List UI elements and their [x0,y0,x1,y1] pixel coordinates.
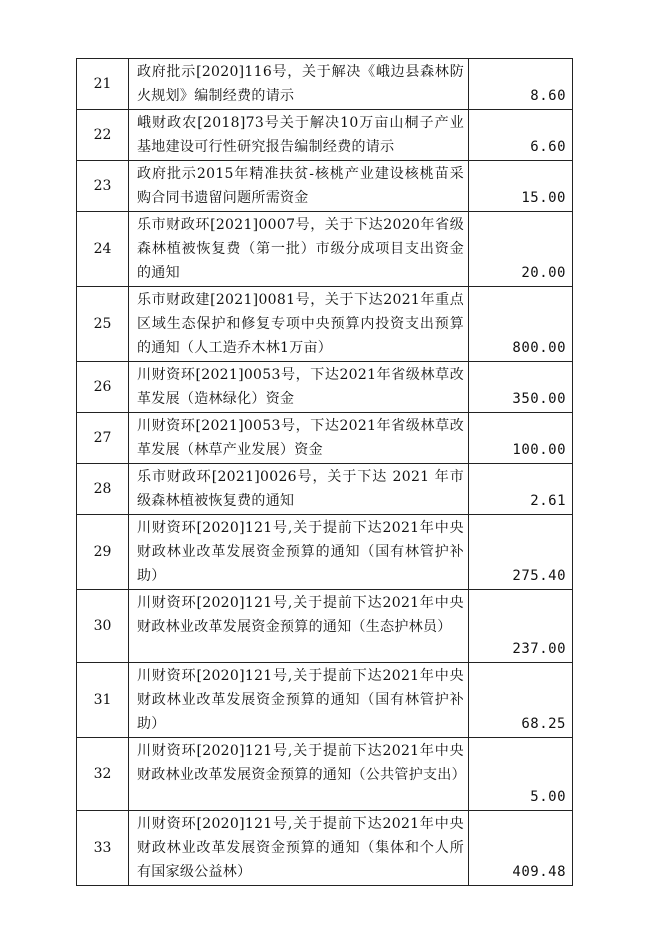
row-amount: 100.00 [469,413,573,464]
table-row [77,59,573,110]
row-amount: 8.60 [469,59,573,110]
row-description: 政府批示2015年精准扶贫-核桃产业建设核桃苗采购合同书遗留问题所需资金 [129,161,469,212]
row-description: 川财资环[2021]0053号，下达2021年省级林草改革发展（林草产业发展）资金 [129,413,469,464]
row-number: 27 [77,413,129,464]
row-description: 川财资环[2021]0053号，下达2021年省级林草改革发展（造林绿化）资金 [129,362,469,413]
table-row [77,362,573,413]
row-number: 25 [77,287,129,362]
row-amount: 2.61 [469,464,573,515]
row-number: 30 [77,590,129,663]
row-number: 23 [77,161,129,212]
table-row [77,663,573,738]
row-amount: 350.00 [469,362,573,413]
table-row [77,738,573,811]
table-row [77,212,573,287]
funding-table [76,58,573,886]
row-amount: 20.00 [469,212,573,287]
row-number: 32 [77,738,129,811]
row-number: 29 [77,515,129,590]
table-row [77,161,573,212]
table-row [77,413,573,464]
row-number: 33 [77,811,129,886]
row-description: 川财资环[2020]121号,关于提前下达2021年中央财政林业改革发展资金预算的通知（生态护林员） [129,590,469,663]
row-number: 21 [77,59,129,110]
row-amount: 68.25 [469,663,573,738]
row-amount: 237.00 [469,590,573,663]
table-row [77,590,573,663]
row-number: 26 [77,362,129,413]
row-description: 川财资环[2020]121号,关于提前下达2021年中央财政林业改革发展资金预算的通知（公共管护支出） [129,738,469,811]
row-description: 乐市财政建[2021]0081号，关于下达2021年重点区域生态保护和修复专项中央预算内投资支出预算的通知（人工造乔木林1万亩） [129,287,469,362]
row-description: 峨财政农[2018]73号关于解决10万亩山桐子产业基地建设可行性研究报告编制经费的请示 [129,110,469,161]
row-amount: 5.00 [469,738,573,811]
row-amount: 6.60 [469,110,573,161]
row-description: 川财资环[2020]121号,关于提前下达2021年中央财政林业改革发展资金预算的通知（集体和个人所有国家级公益林） [129,811,469,886]
row-description: 川财资环[2020]121号,关于提前下达2021年中央财政林业改革发展资金预算的通知（国有林管护补助） [129,515,469,590]
row-description: 乐市财政环[2021]0007号，关于下达2020年省级森林植被恢复费（第一批）市级分成项目支出资金的通知 [129,212,469,287]
row-number: 24 [77,212,129,287]
row-amount: 409.48 [469,811,573,886]
table-row [77,110,573,161]
row-amount: 275.40 [469,515,573,590]
row-number: 22 [77,110,129,161]
table-row [77,464,573,515]
row-number: 31 [77,663,129,738]
row-amount: 800.00 [469,287,573,362]
row-number: 28 [77,464,129,515]
table-row [77,811,573,886]
row-amount: 15.00 [469,161,573,212]
table-row [77,515,573,590]
table-row [77,287,573,362]
row-description: 政府批示[2020]116号，关于解决《峨边县森林防火规划》编制经费的请示 [129,59,469,110]
row-description: 乐市财政环[2021]0026号，关于下达 2021 年市级森林植被恢复费的通知 [129,464,469,515]
row-description: 川财资环[2020]121号,关于提前下达2021年中央财政林业改革发展资金预算的通知（国有林管护补助） [129,663,469,738]
